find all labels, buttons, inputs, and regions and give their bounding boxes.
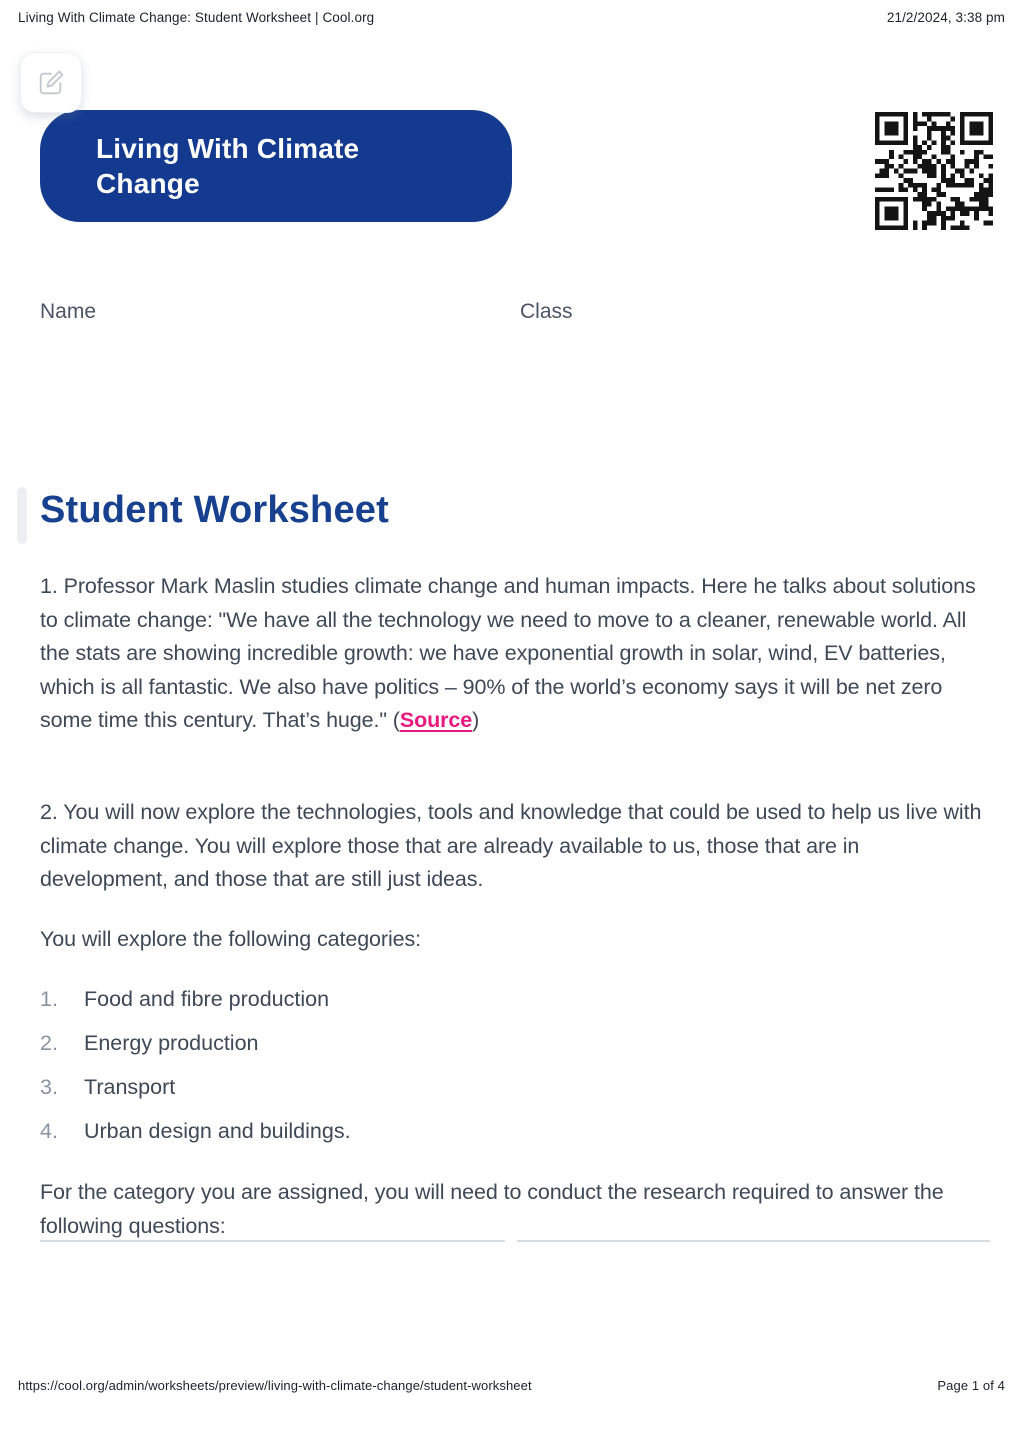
paragraph-1-text: 1. Professor Mark Maslin studies climate change and human impacts. Here he talks about solutions to climate change: "We have all the technology we need to move to a cleaner, renewable world. All the stats are showing incredible growth: we have exponential growth in solar, wind, EV batteries, which is all fantastic. We also have politics – 90% of the world’s economy says it will be net zero some time this century. That’s huge." ( [40,574,976,732]
list-item-label: Energy production [84,1031,259,1055]
list-item [40,1075,740,1119]
table-rule-right [517,1240,990,1242]
paragraph-1-closing-paren: ) [472,708,480,732]
source-link[interactable]: Source [399,708,473,732]
class-label: Class [520,300,573,323]
name-label: Name [40,300,97,323]
qr-code [875,112,993,230]
print-header-timestamp: 21/2/2024, 3:38 pm [886,10,1005,25]
paragraph-1 [40,570,992,738]
list-item-label: Food and fibre production [84,987,330,1011]
list-item-label: Transport [84,1075,176,1099]
list-item-number: 4. [40,1119,58,1143]
categories-list [40,987,740,1163]
print-footer-page: Page 1 of 4 [937,1378,1005,1393]
categories-intro: You will explore the following categories: [40,927,422,951]
list-item-number: 1. [40,987,58,1011]
list-item-number: 3. [40,1075,58,1099]
worksheet-title-banner [40,110,512,222]
pencil-square-icon [38,69,65,96]
list-item-number: 2. [40,1031,58,1055]
paragraph-2: 2. You will now explore the technologies, tools and knowledge that could be used to help us live with climate change. You will explore those that are already available to us, those that are in development, and those that are still just ideas. [40,800,982,891]
list-item-label: Urban design and buildings. [84,1119,351,1143]
worksheet-title: Living With Climate Change [96,133,360,199]
section-heading: Student Worksheet [40,489,389,531]
closing-paragraph: For the category you are assigned, you will need to conduct the research required to answer the following questions: [40,1180,944,1238]
print-footer-url: https://cool.org/admin/worksheets/preview/living-with-climate-change/student-worksheet [18,1378,532,1393]
edit-button[interactable] [20,52,82,113]
print-header [18,10,1005,25]
heading-accent-bar [17,487,27,544]
print-footer [18,1378,1005,1393]
list-item [40,1119,740,1163]
print-header-title: Living With Climate Change: Student Worksheet | Cool.org [18,10,375,25]
list-item [40,987,740,1031]
table-rule-left [40,1240,505,1242]
list-item [40,1031,740,1075]
